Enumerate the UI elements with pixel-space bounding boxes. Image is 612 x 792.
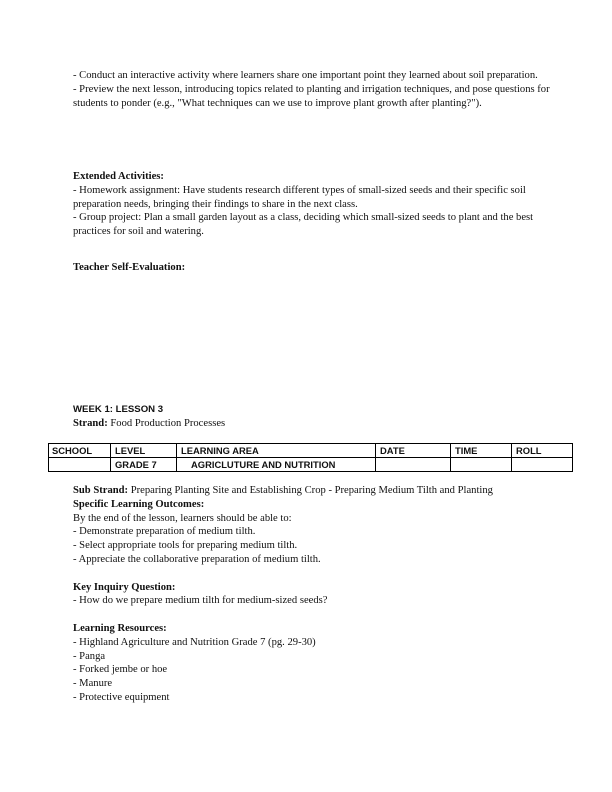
resource-item: - Manure <box>73 678 113 690</box>
self-eval-heading: Teacher Self-Evaluation: <box>73 262 186 273</box>
header-date: DATE <box>376 444 451 458</box>
lesson-header <box>73 403 553 431</box>
resource-item: - Highland Agriculture and Nutrition Grade 7 (pg. 29-30) <box>73 636 316 648</box>
outcomes-heading: Specific Learning Outcomes: <box>73 498 205 510</box>
self-evaluation-section <box>73 261 553 275</box>
sub-strand-label: Sub Strand: <box>73 485 129 496</box>
closure-item: - Conduct an interactive activity where learners share one important point they learned about soil preparation. <box>73 70 538 81</box>
cell-school <box>49 458 111 472</box>
inquiry-heading: Key Inquiry Question: <box>73 581 176 593</box>
outcomes-intro: By the end of the lesson, learners should be able to: <box>73 512 292 524</box>
lesson-info-table <box>48 443 573 472</box>
outcome-item: - Select appropriate tools for preparing medium tilth. <box>73 540 298 552</box>
table-row <box>49 458 573 472</box>
extended-item: - Homework assignment: Have students research different types of small-sized seeds and their specific soil preparation needs, bringing their findings to share in the next class. <box>73 184 526 210</box>
resource-item: - Forked jembe or hoe <box>73 664 168 676</box>
outcome-item: - Appreciate the collaborative preparation of medium tilth. <box>73 553 321 565</box>
inquiry-item: - How do we prepare medium tilth for medium-sized seeds? <box>73 595 328 607</box>
sub-strand-value: Preparing Planting Site and Establishing Crop - Preparing Medium Tilth and Planting <box>128 485 493 496</box>
cell-roll <box>512 458 573 472</box>
header-learning-area: LEARNING AREA <box>177 444 376 458</box>
resource-item: - Panga <box>73 650 106 662</box>
extended-item: - Group project: Plan a small garden layout as a class, deciding which small-sized seeds to plant and the best practices for soil and watering. <box>73 212 534 238</box>
outcome-item: - Demonstrate preparation of medium tilth. <box>73 526 256 538</box>
lesson-details <box>73 484 523 705</box>
resource-item: - Protective equipment <box>73 691 170 703</box>
header-time: TIME <box>451 444 512 458</box>
closure-item: - Preview the next lesson, introducing topics related to planting and irrigation techniques, and pose questions for students to ponder (e.g., "What techniques can we use to improve plant growth after planting?"). <box>73 83 550 109</box>
strand-value: Food Production Processes <box>107 417 226 429</box>
strand-label: Strand: <box>73 417 108 429</box>
week-lesson-title: WEEK 1: LESSON 3 <box>73 404 164 415</box>
cell-level: GRADE 7 <box>111 458 177 472</box>
header-school: SCHOOL <box>49 444 111 458</box>
cell-time <box>451 458 512 472</box>
cell-learning-area: AGRICLUTURE AND NUTRITION <box>177 458 376 472</box>
header-roll: ROLL <box>512 444 573 458</box>
extended-heading: Extended Activities: <box>73 171 164 182</box>
table-header-row <box>49 444 573 458</box>
cell-date <box>376 458 451 472</box>
header-level: LEVEL <box>111 444 177 458</box>
resources-heading: Learning Resources: <box>73 622 167 634</box>
closure-section <box>73 69 553 110</box>
extended-activities-section <box>73 170 553 239</box>
